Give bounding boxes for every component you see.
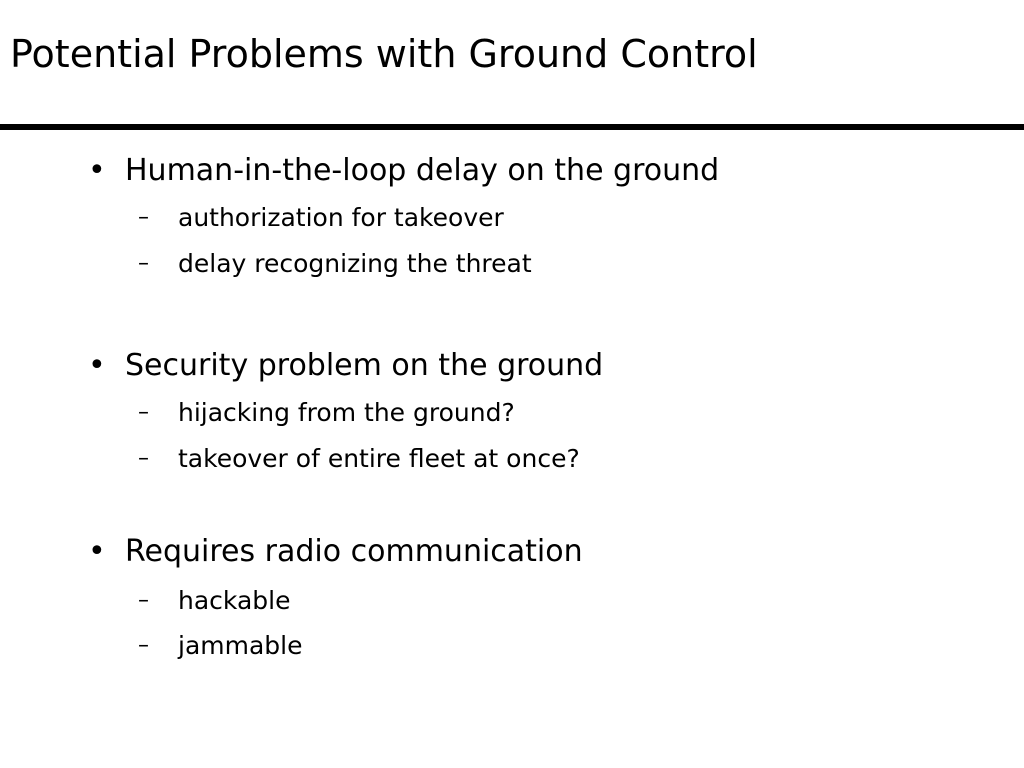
title-divider <box>0 124 1024 130</box>
bullet-text: Human-in-the-loop delay on the ground <box>125 153 720 188</box>
sub-marker: – <box>138 251 149 276</box>
slide-title: Potential Problems with Ground Control <box>10 32 758 76</box>
sub-text: delay recognizing the threat <box>178 249 532 278</box>
sub-text: jammable <box>178 631 303 660</box>
bullet-marker: • <box>88 348 106 383</box>
bullet-marker: • <box>88 534 106 569</box>
sub-marker: – <box>138 446 149 471</box>
sub-text: hijacking from the ground? <box>178 398 515 427</box>
bullet-text: Requires radio communication <box>125 534 583 569</box>
sub-text: takeover of entire fleet at once? <box>178 444 580 473</box>
sub-marker: – <box>138 588 149 613</box>
bullet-marker: • <box>88 153 106 188</box>
sub-marker: – <box>138 205 149 230</box>
bullet-text: Security problem on the ground <box>125 348 604 383</box>
sub-marker: – <box>138 400 149 425</box>
sub-text: authorization for takeover <box>178 203 504 232</box>
sub-marker: – <box>138 633 149 658</box>
sub-text: hackable <box>178 586 291 615</box>
